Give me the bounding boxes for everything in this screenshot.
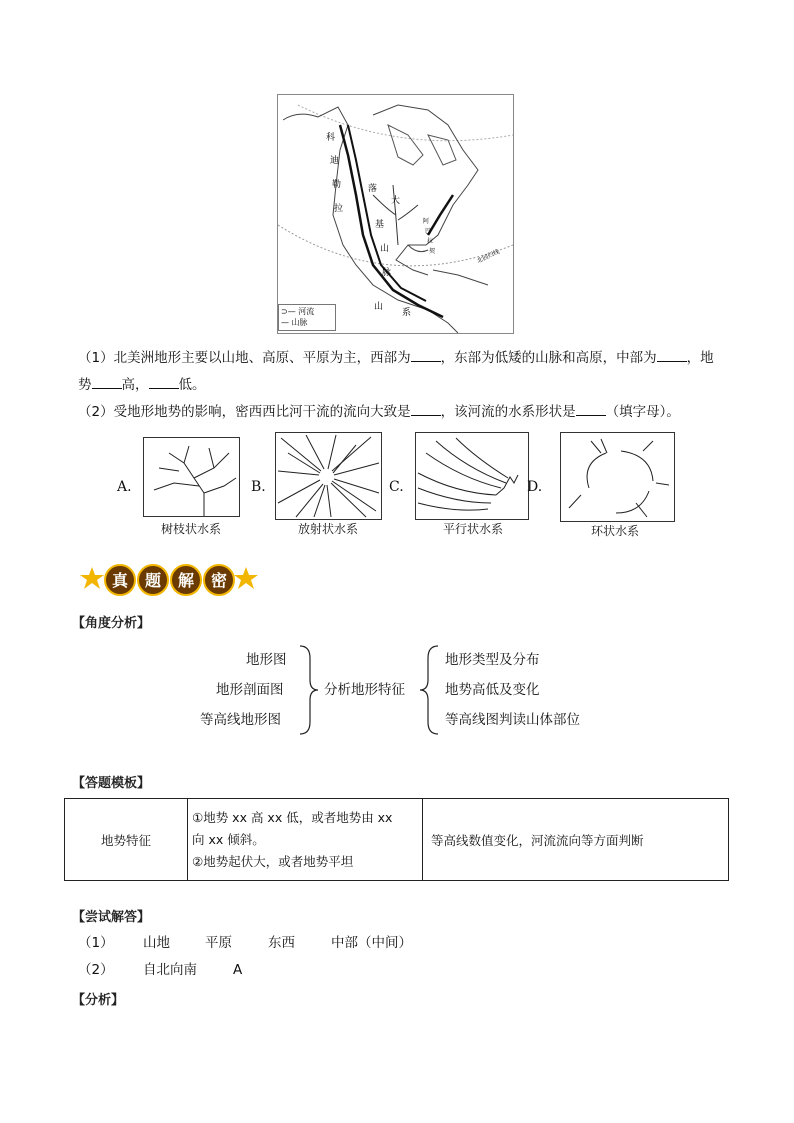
annular-drainage-icon <box>561 433 674 521</box>
star-icon <box>80 567 104 589</box>
angle-left-item: 地形剖面图 <box>216 682 284 698</box>
star-icon <box>234 567 258 589</box>
map-label: 基 <box>375 220 385 230</box>
map-label: 迪 <box>330 156 340 166</box>
answer-template-heading: 【答题模板】 <box>72 776 151 791</box>
banner-char: 题 <box>144 571 162 590</box>
analysis-heading: 【分析】 <box>72 993 125 1008</box>
table-cell-feature: 地势特征 <box>65 799 188 881</box>
answer-value: 中部（中间） <box>331 935 412 951</box>
table-cell-methods <box>188 799 423 881</box>
answer-value: 山地 <box>143 935 170 951</box>
banner-char: 密 <box>210 571 228 590</box>
option-d-caption: 环状水系 <box>590 524 639 538</box>
angle-analysis-heading: 【角度分析】 <box>72 616 151 631</box>
angle-right-item: 地形类型及分布 <box>445 652 540 668</box>
answer-template-table <box>64 798 729 881</box>
angle-right-item: 等高线图判读山体部位 <box>445 712 580 728</box>
map-drawing <box>278 95 513 333</box>
tropic-label: 北回归线 <box>475 248 501 265</box>
angle-right-item: 地势高低及变化 <box>445 682 540 698</box>
banner-graphic <box>80 561 258 599</box>
option-c-letter: C. <box>389 479 404 495</box>
parallel-drainage-icon <box>416 433 528 519</box>
right-brace-icon <box>298 644 320 736</box>
option-c-diagram <box>415 432 529 520</box>
map-label: 山 <box>380 244 390 254</box>
option-d-diagram <box>560 432 675 522</box>
section-banner <box>80 561 258 599</box>
radial-drainage-icon <box>276 433 381 519</box>
question-1-line-2: 势 高， 低。 <box>78 377 206 393</box>
table-cell-judgement: 等高线数值变化，河流流向等方面判断 <box>423 799 729 881</box>
option-a-diagram <box>143 437 240 517</box>
method-line: ②地势起伏大，或者地势平坦 <box>192 853 354 869</box>
banner-char: 解 <box>177 571 195 590</box>
answer-value: 东西 <box>268 935 295 951</box>
answer-value: 平原 <box>205 935 232 951</box>
map-legend <box>278 304 336 331</box>
dendritic-drainage-icon <box>144 438 239 516</box>
north-america-map <box>277 94 514 334</box>
option-a-caption: 树枝状水系 <box>160 522 221 536</box>
angle-left-item: 地形图 <box>246 652 287 668</box>
map-side-label: 阿 <box>423 218 430 225</box>
answer-value: A <box>233 962 243 978</box>
map-label: 勒 <box>332 180 342 190</box>
try-answer-heading: 【尝试解答】 <box>72 910 151 925</box>
option-a-letter: A. <box>117 479 132 495</box>
angle-left-item: 等高线地形图 <box>200 712 281 728</box>
map-label: 科 <box>326 133 336 143</box>
map-label: 落 <box>368 184 378 194</box>
question-1-line-1: （1）北美洲地形主要以山地、高原、平原为主，西部为 ，东部为低矮的山脉和高原，中部为 ，地 <box>78 350 714 366</box>
option-b-diagram <box>275 432 382 520</box>
option-b-caption: 放射状水系 <box>297 522 358 536</box>
map-side-label: 巴 <box>425 228 432 235</box>
question-2: （2）受地形地势的影响，密西西比河干流的流向大致是 ，该河流的水系形状是 （填字母）。 <box>78 404 680 420</box>
answer-row-2-num: （2） <box>78 962 114 978</box>
answer-value: 自北向南 <box>143 962 197 978</box>
left-brace-icon <box>418 644 440 736</box>
method-line: 向 xx 倾斜。 <box>192 831 265 847</box>
map-label: 大 <box>391 196 401 206</box>
map-side-label: 契 <box>429 248 436 255</box>
banner-char: 真 <box>111 571 129 590</box>
map-label: 脉 <box>382 268 392 278</box>
map-label: 拉 <box>334 204 344 214</box>
map-side-label: 拉 <box>427 238 434 245</box>
map-label: 山 <box>374 302 384 312</box>
angle-middle: 分析地形特征 <box>324 682 405 698</box>
legend-river: ⊃— 河流 <box>281 307 315 316</box>
option-d-letter: D. <box>527 479 543 495</box>
method-line: ①地势 xx 高 xx 低，或者地势由 xx <box>192 809 393 825</box>
legend-mountain: — 山脉 <box>281 318 308 327</box>
option-b-letter: B. <box>251 479 266 495</box>
map-label: 系 <box>402 308 412 318</box>
answer-row-1-num: （1） <box>78 935 114 951</box>
option-c-caption: 平行状水系 <box>442 522 503 536</box>
